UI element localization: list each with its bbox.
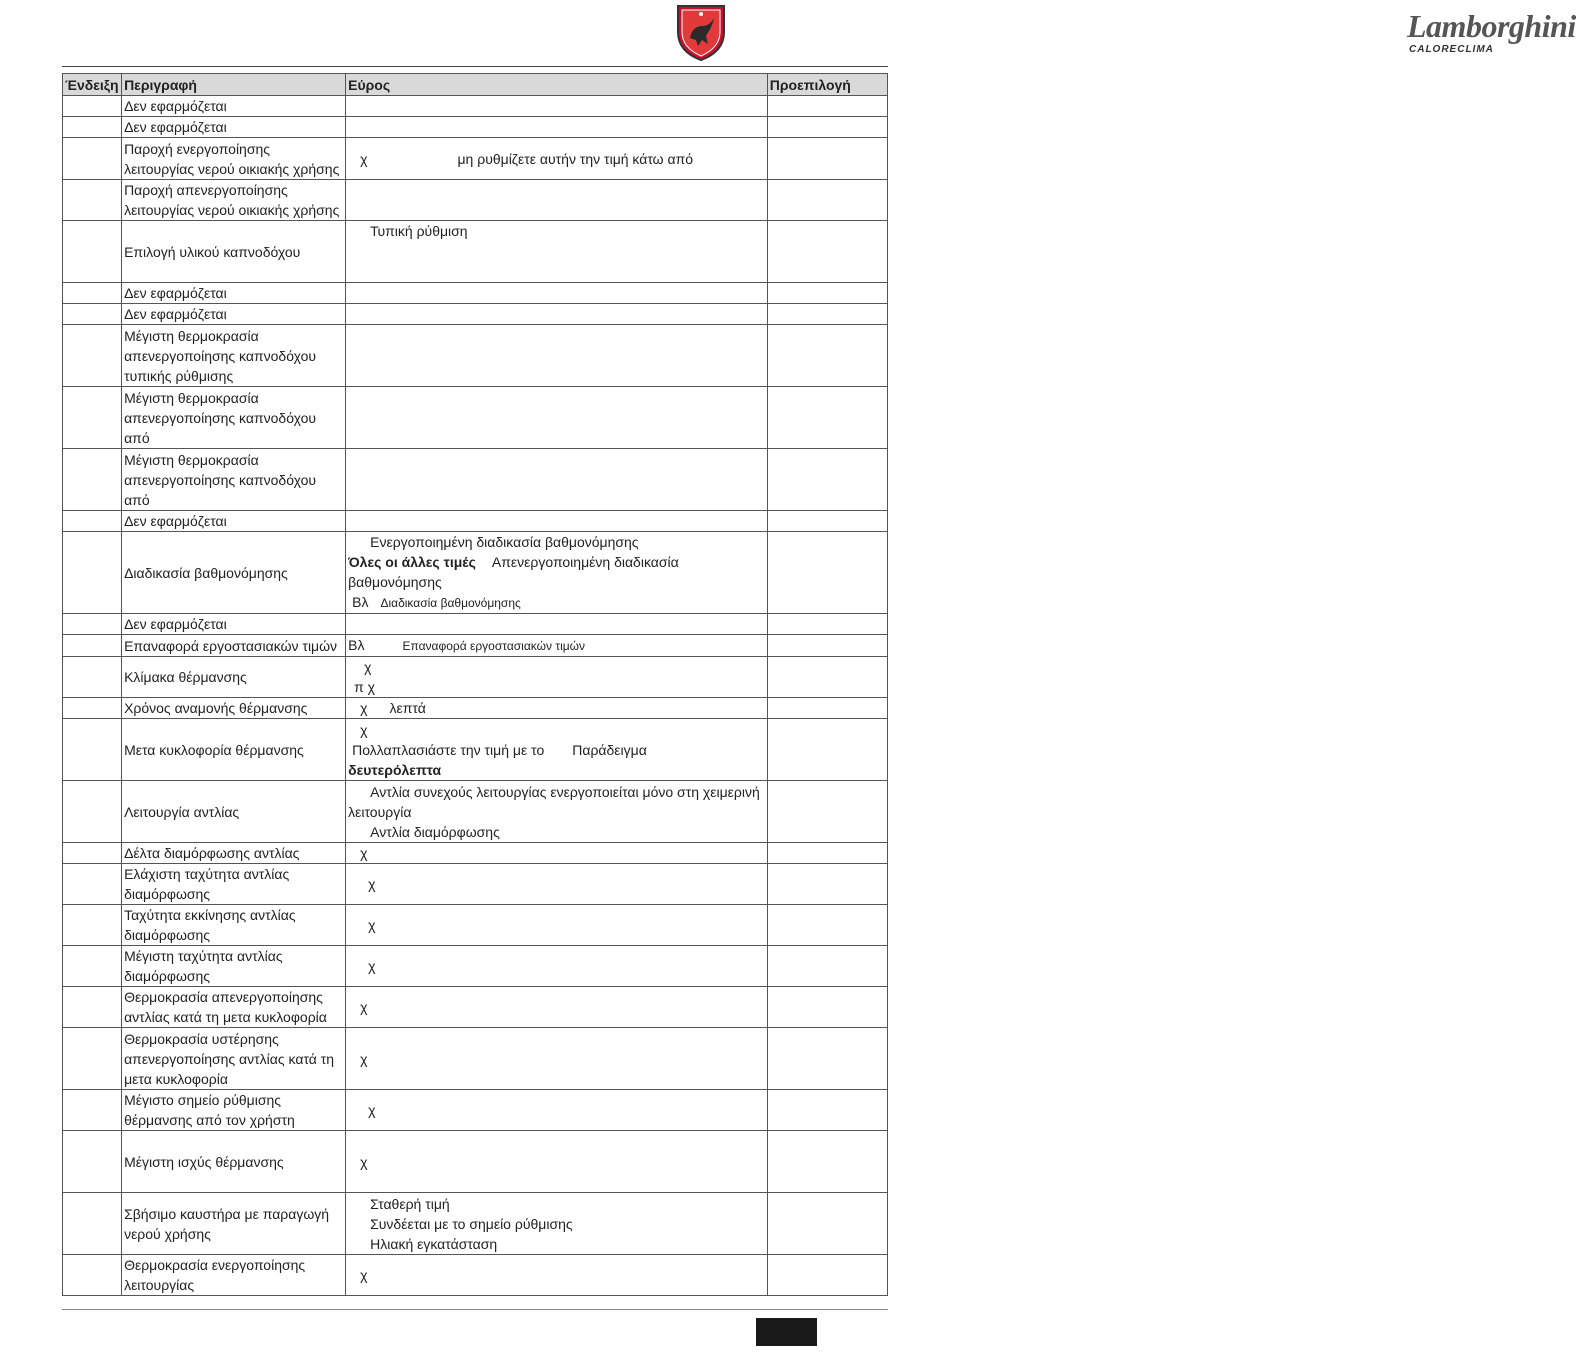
table-row <box>63 946 888 987</box>
row-description: Μέγιστη θερμοκρασία απενεργοποίησης καπνοδόχου τυπικής ρύθμισης <box>122 325 346 387</box>
row-description: Δεν εφαρμόζεται <box>122 283 346 304</box>
header-range: Εύρος <box>346 74 768 96</box>
row-description: Δέλτα διαμόρφωσης αντλίας <box>122 843 346 864</box>
row-description: Θερμοκρασία ενεργοποίησης λειτουργίας <box>122 1255 346 1296</box>
row-range: χ <box>346 1028 768 1090</box>
row-range: Αντλία συνεχούς λειτουργίας ενεργοποιείται μόνο στη χειμερινή λειτουργία Αντλία διαμόρφωσης <box>346 781 768 843</box>
brand-subtitle: CALORECLIMA <box>1409 44 1494 55</box>
row-description: Ελάχιστη ταχύτητα αντλίας διαμόρφωσης <box>122 864 346 905</box>
row-range: Σταθερή τιμή Συνδέεται με το σημείο ρύθμισης Ηλιακή εγκατάσταση <box>346 1193 768 1255</box>
row-range: χ <box>346 864 768 905</box>
row-range: χ λεπτά <box>346 698 768 719</box>
row-range: χ <box>346 905 768 946</box>
brand-logo <box>672 2 1576 64</box>
table-row <box>63 864 888 905</box>
table-row <box>63 635 888 657</box>
row-range: χ <box>346 1090 768 1131</box>
row-range: χ <box>346 1131 768 1193</box>
row-description: Επιλογή υλικού καπνοδόχου <box>122 221 346 283</box>
table-row <box>63 283 888 304</box>
table-row <box>63 657 888 698</box>
table-row <box>63 180 888 221</box>
row-range: χ <box>346 843 768 864</box>
table-row <box>63 449 888 511</box>
header-indication: Ένδειξη <box>63 74 122 96</box>
row-description: Θερμοκρασία υστέρησης απενεργοποίησης αντλίας κατά τη μετα κυκλοφορία <box>122 1028 346 1090</box>
row-description: Δεν εφαρμόζεται <box>122 304 346 325</box>
row-description: Δεν εφαρμόζεται <box>122 614 346 635</box>
row-description: Επαναφορά εργοστασιακών τιμών <box>122 635 346 657</box>
row-range: χ <box>346 946 768 987</box>
parameter-table <box>62 73 888 1296</box>
header-description: Περιγραφή <box>122 74 346 96</box>
row-range: χ π χ <box>346 657 768 698</box>
row-description: Παροχή απενεργοποίησης λειτουργίας νερού οικιακής χρήσης <box>122 180 346 221</box>
row-range: χ μη ρυθμίζετε αυτήν την τιμή κάτω από <box>346 138 768 180</box>
row-description: Μέγιστη ισχύς θέρμανσης <box>122 1131 346 1193</box>
row-description: Μέγιστη θερμοκρασία απενεργοποίησης καπνοδόχου από <box>122 449 346 511</box>
table-row <box>63 843 888 864</box>
row-range: Τυπική ρύθμιση <box>346 221 768 283</box>
table-row <box>63 96 888 117</box>
row-description: Διαδικασία βαθμονόμησης <box>122 532 346 614</box>
table-row <box>63 532 888 614</box>
row-description: Κλίμακα θέρμανσης <box>122 657 346 698</box>
table-row <box>63 387 888 449</box>
row-description: Θερμοκρασία απενεργοποίησης αντλίας κατά τη μετα κυκλοφορία <box>122 987 346 1028</box>
table-row <box>63 1028 888 1090</box>
table-row <box>63 117 888 138</box>
row-description: Δεν εφαρμόζεται <box>122 117 346 138</box>
row-description: Σβήσιμο καυστήρα με παραγωγή νερού χρήσης <box>122 1193 346 1255</box>
brand-name: Lamborghini <box>1407 8 1576 44</box>
table-row <box>63 1131 888 1193</box>
table-row <box>63 698 888 719</box>
row-description: Μέγιστη θερμοκρασία απενεργοποίησης καπνοδόχου από <box>122 387 346 449</box>
header-divider <box>62 66 888 67</box>
row-description: Μέγιστη ταχύτητα αντλίας διαμόρφωσης <box>122 946 346 987</box>
table-row <box>63 1255 888 1296</box>
table-row <box>63 221 888 283</box>
table-row <box>63 1090 888 1131</box>
row-range: Βλ Επαναφορά εργοστασιακών τιμών <box>346 635 768 657</box>
table-row <box>63 905 888 946</box>
row-description: Μέγιστο σημείο ρύθμισης θέρμανσης από τον χρήστη <box>122 1090 346 1131</box>
table-row <box>63 511 888 532</box>
row-description: Ταχύτητα εκκίνησης αντλίας διαμόρφωσης <box>122 905 346 946</box>
row-range: χ Πολλαπλασιάστε την τιμή με το Παράδειγμα δευτερόλεπτα <box>346 719 768 781</box>
table-row <box>63 781 888 843</box>
table-row <box>63 138 888 180</box>
table-row <box>63 1193 888 1255</box>
bull-shield-icon <box>672 2 730 62</box>
header-default: Προεπιλογή <box>767 74 887 96</box>
row-description: Δεν εφαρμόζεται <box>122 511 346 532</box>
table-row <box>63 304 888 325</box>
table-row <box>63 325 888 387</box>
footer-divider <box>62 1309 888 1310</box>
table-row <box>63 719 888 781</box>
row-range: χ <box>346 987 768 1028</box>
row-range: χ <box>346 1255 768 1296</box>
table-row <box>63 987 888 1028</box>
row-description: Χρόνος αναμονής θέρμανσης <box>122 698 346 719</box>
page-number-box <box>756 1318 817 1346</box>
row-description: Λειτουργία αντλίας <box>122 781 346 843</box>
table-header-row <box>63 74 888 96</box>
row-description: Δεν εφαρμόζεται <box>122 96 346 117</box>
row-description: Παροχή ενεργοποίησης λειτουργίας νερού οικιακής χρήσης <box>122 138 346 180</box>
row-description: Μετα κυκλοφορία θέρμανσης <box>122 719 346 781</box>
table-row <box>63 614 888 635</box>
row-range: Ενεργοποιημένη διαδικασία βαθμονόμησης Όλες οι άλλες τιμές Απενεργοποιημένη διαδικασία βαθμονόμησης Βλ Διαδικασία βαθμονόμησης <box>346 532 768 614</box>
